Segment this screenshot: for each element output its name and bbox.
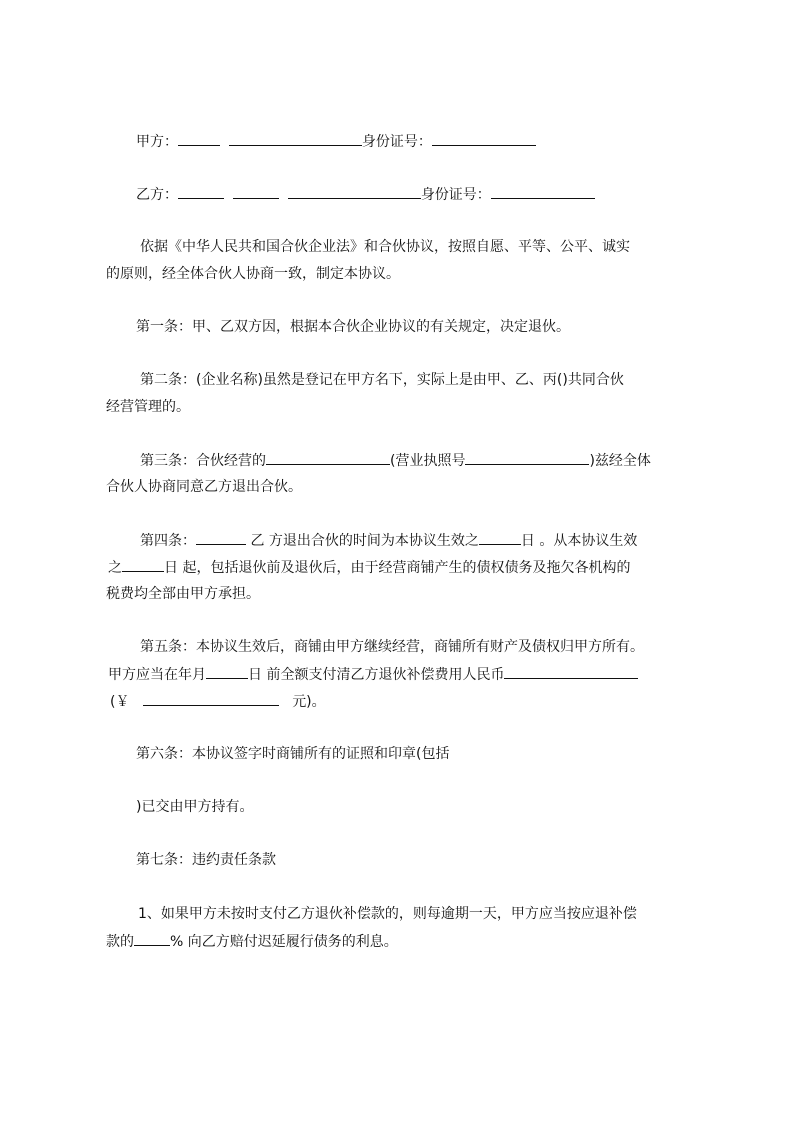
article-4-blank-1 (196, 531, 246, 545)
article-7-title: 第七条：违约责任条款 (136, 852, 276, 868)
article-4-line-2 (108, 558, 630, 577)
article-6-line-1: 第六条：本协议签字时商铺所有的证照和印章(包括 (136, 746, 450, 762)
article-4-part-3: 日 。从本协议生效 (520, 533, 638, 549)
article-7-item-1-line-1: 1、如果甲方未按时支付乙方退伙补偿款的，则每逾期一天，甲方应当按应退补偿 (138, 906, 637, 922)
party-b-label: 乙方： (136, 187, 178, 203)
intro-line-2: 的原则，经全体合伙人协商一致，制定本协议。 (106, 266, 400, 282)
article-7-item-1-line-2 (106, 932, 398, 951)
party-a-label: 甲方： (136, 134, 178, 150)
article-1-line-1: 第一条：甲、乙双方因，根据本合伙企业协议的有关规定，决定退伙。 (136, 319, 570, 335)
article-5-line-2 (108, 665, 638, 684)
party-b-id-label: 身份证号： (420, 187, 491, 203)
article-3-line-2: 合伙人协商同意乙方退出合伙。 (106, 479, 302, 495)
article-5-day-blank (206, 665, 248, 679)
article-5-yuan-blank (143, 692, 279, 706)
article-3-license-blank (465, 451, 589, 465)
article-4-blank-2 (479, 531, 521, 545)
article-4-part-5: 日 起，包括退伙前及退伙后，由于经营商铺产生的债权债务及拖欠各机构的 (164, 560, 631, 576)
party-b-line (136, 185, 595, 204)
article-5-line-1: 第五条：本协议生效后，商铺由甲方继续经营，商铺所有财产及债权归甲方所有。 (140, 639, 644, 655)
article-6-line-2: )已交由甲方持有。 (136, 799, 254, 815)
party-a-id-blank (432, 132, 536, 146)
party-a-blank (229, 132, 362, 146)
article-2-line-1: 第二条：(企业名称)虽然是登记在甲方名下，实际上是由甲、乙、丙()共同合伙 (140, 372, 624, 388)
article-3-business-blank (266, 451, 390, 465)
article-3-line-1 (140, 451, 651, 470)
article-5-part-4: 元)。 (292, 694, 326, 710)
article-5-part-3: (￥ (110, 694, 130, 710)
party-b-blank-2 (233, 185, 279, 199)
party-b-id-blank (491, 185, 595, 199)
article-4-blank-3 (122, 558, 164, 572)
article-5-amount-blank (504, 665, 638, 679)
article-7-percent-blank (134, 932, 170, 946)
article-5-part-1: 甲方应当在年月 (108, 667, 206, 683)
article-2-line-2: 经营管理的。 (106, 399, 190, 415)
party-a-line (136, 132, 536, 151)
article-3-part-3: )兹经全体 (589, 453, 651, 469)
article-4-part-2: 乙 方退出合伙的时间为本协议生效之 (250, 533, 479, 549)
article-4-part-4: 之 (108, 560, 122, 576)
intro-line-1: 依据《中华人民共和国合伙企业法》和合伙协议，按照自愿、平等、公平、诚实 (140, 239, 630, 255)
party-a-name-blank (178, 132, 220, 146)
article-3-part-2: (营业执照号 (390, 453, 466, 469)
article-4-line-1 (140, 531, 637, 550)
article-7-item-1-part-2: % 向乙方赔付迟延履行债务的利息。 (170, 934, 398, 950)
article-4-part-1: 第四条： (140, 533, 196, 549)
article-5-line-3 (110, 692, 326, 711)
article-3-part-1: 第三条：合伙经营的 (140, 453, 266, 469)
article-4-line-3: 税费均全部由甲方承担。 (106, 586, 260, 602)
party-b-blank-3 (288, 185, 421, 199)
party-b-name-blank (178, 185, 224, 199)
article-7-item-1-part-1: 款的 (106, 934, 134, 950)
party-a-id-label: 身份证号： (361, 134, 432, 150)
article-5-part-2: 日 前全额支付清乙方退伙补偿费用人民币 (248, 667, 505, 683)
